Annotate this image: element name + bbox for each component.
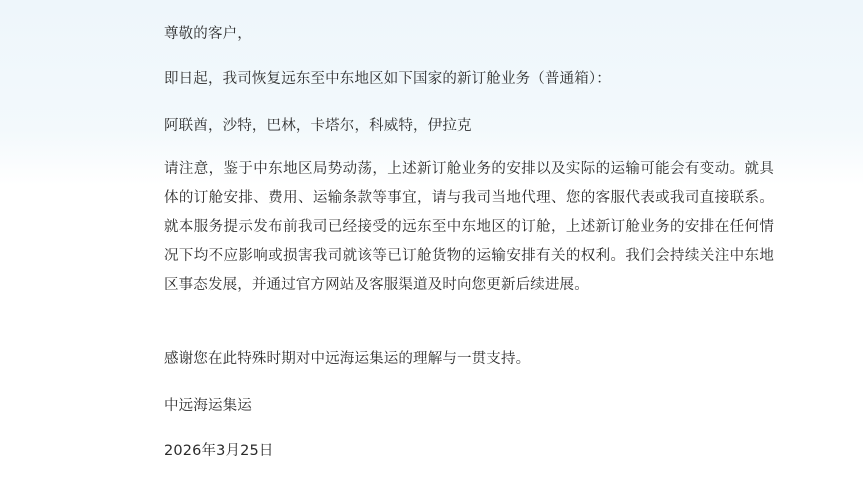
countries-list: 阿联酋，沙特，巴林，卡塔尔，科威特，伊拉克 xyxy=(164,118,472,134)
company-signature: 中远海运集运 xyxy=(164,398,252,414)
intro-paragraph: 即日起，我司恢复远东至中东地区如下国家的新订舱业务（普通箱）： xyxy=(164,71,611,87)
greeting-text: 尊敬的客户， xyxy=(164,26,252,42)
attention-block xyxy=(164,155,774,300)
thanks-paragraph: 感谢您在此特殊时期对中远海运集运的理解与一贯支持。 xyxy=(164,351,531,367)
notice-date: 2026年3月25日 xyxy=(164,443,274,459)
attention-paragraph: 请注意，鉴于中东地区局势动荡，上述新订舱业务的安排以及实际的运输可能会有变动。就具体的订舱安排、费用、运输条款等事宜，请与我司当地代理、您的客服代表或我司直接联系。就本服务提示发布前我司已经接受的远东至中东地区的订舱，上述新订舱业务的安排在任何情况下均不应影响或损害我司就该等已订舱货物的运输安排有关的权利。我们会持续关注中东地区事态发展，并通过官方网站及客服渠道及时向您更新后续进展。 xyxy=(164,161,774,293)
